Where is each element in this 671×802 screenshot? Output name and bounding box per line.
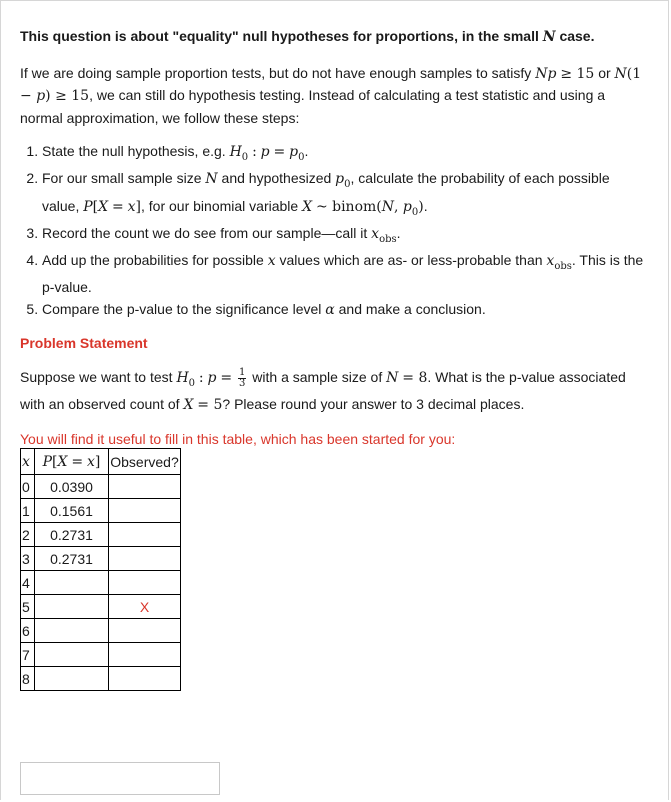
table-row [21, 475, 181, 499]
cell-observed[interactable] [109, 547, 181, 571]
cell-observed[interactable] [109, 643, 181, 667]
question-content [20, 26, 650, 450]
table-row [21, 667, 181, 691]
cell-x: 6 [21, 619, 35, 643]
cell-probability[interactable] [35, 595, 109, 619]
cell-observed[interactable] [109, 499, 181, 523]
header-x: x [21, 449, 35, 475]
answer-input[interactable] [20, 762, 220, 795]
cell-x: 5 [21, 595, 35, 619]
cell-probability[interactable]: 0.1561 [35, 499, 109, 523]
cell-x: 0 [21, 475, 35, 499]
table-row [21, 643, 181, 667]
cell-probability[interactable] [35, 619, 109, 643]
cell-probability[interactable]: 0.0390 [35, 475, 109, 499]
cell-observed[interactable] [109, 571, 181, 595]
table-row [21, 523, 181, 547]
step-5: 5. Compare the p-value to the significance level α and make a conclusion. [42, 299, 650, 322]
cell-x: 7 [21, 643, 35, 667]
table-row [21, 547, 181, 571]
table-row [21, 499, 181, 523]
step-1: 1. State the null hypothesis, e.g. $H_0$ : $p = p_0$. [42, 141, 650, 168]
cell-x: 1 [21, 499, 35, 523]
cell-observed[interactable]: X [109, 595, 181, 619]
fraction-one-third: $\frac{1}{3}$ [239, 366, 246, 389]
cell-probability[interactable] [35, 667, 109, 691]
header-observed: Observed? [109, 449, 181, 475]
cell-x: 3 [21, 547, 35, 571]
table-header-row [21, 449, 181, 475]
table-row [21, 595, 181, 619]
cell-probability[interactable]: 0.2731 [35, 523, 109, 547]
table-hint: You will find it useful to fill in this table, which has been started for you: [20, 430, 456, 447]
table-row [21, 619, 181, 643]
question-title: This question is about "equality" null hypotheses for proportions, in the small N case. [20, 28, 595, 45]
probability-table [20, 448, 181, 691]
cell-x: 2 [21, 523, 35, 547]
problem-heading: Problem Statement [20, 335, 148, 352]
step-2: 2. For our small sample size N and hypothesized $p_0$, calculate the probability of each possible value, P[X = x], for our binomial variable X ~ binom(N, $p_0$). [42, 168, 650, 223]
cell-probability[interactable] [35, 571, 109, 595]
table-row [21, 571, 181, 595]
header-probability: P[X = x] [35, 449, 109, 475]
cell-x: 8 [21, 667, 35, 691]
cell-probability[interactable]: 0.2731 [35, 547, 109, 571]
step-3: 3. Record the count we do see from our sample—call it $x_{obs}$. [42, 223, 650, 250]
problem-statement: Suppose we want to test $H_0$ : p = $\frac{1}{3}$ with a sample size of N = 8. What is the p-value associated with an observed count of X = 5? Please round your answer to 3 decimal places. [20, 366, 626, 414]
cell-x: 4 [21, 571, 35, 595]
step-4: 4. Add up the probabilities for possible x values which are as- or less-probable than $x_{obs}$. This is the p-value. [42, 250, 650, 299]
cell-probability[interactable] [35, 643, 109, 667]
intro-paragraph: If we are doing sample proportion tests, but do not have enough samples to satisfy Np ≥ 15 or N(1 − p) ≥ 15, we can still do hypothesis testing. Instead of calculating a test statistic and using a normal approximation, we follow these steps: [20, 64, 642, 126]
steps-list [20, 141, 650, 321]
cell-observed[interactable] [109, 475, 181, 499]
cell-observed[interactable] [109, 667, 181, 691]
cell-observed[interactable] [109, 619, 181, 643]
cell-observed[interactable] [109, 523, 181, 547]
